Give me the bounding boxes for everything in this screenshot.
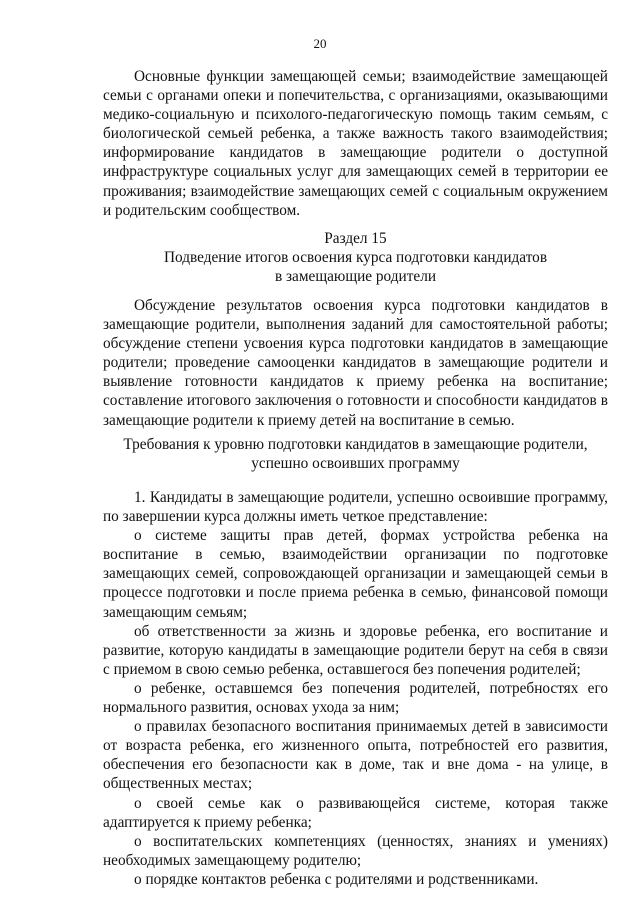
intro-block [103, 67, 608, 220]
list-item: о системе защиты прав детей, формах устройства ребенка на воспитание в семью, взаимодействии организации по подготовке замещающих семей, сопровождающей организации и замещающей семьи в процессе подготовки и после приема ребенка в семью, финансовой помощи замещающим семьям; [103, 527, 608, 621]
section-title-line2: в замещающие родители [274, 268, 437, 286]
section-title-line1: Подведение итогов освоения курса подготовки кандидатов [163, 249, 548, 267]
requirements-title-line1: Требования к уровню подготовки кандидатов в замещающие родители, [123, 436, 588, 453]
intro-paragraph: Основные функции замещающей семьи; взаимодействие замещающей семьи с органами опеки и попечительства, с организациями, оказывающими медико-социальную и психолого-педагогическую помощь таким семьям, с биологической семьей ребенка, а также важность такого взаимодействия; информирование кандидатов в замещающие родители о доступной инфраструктуре социальных услуг для замещающих семей в территории ее проживания; взаимодействие замещающих семей с социальным окружением и родительским сообществом. [103, 68, 608, 219]
list-item: о своей семье как о развивающейся системе, которая также адаптируется к приему ребенка; [103, 794, 608, 831]
requirements-title-line2: успешно освоивших программу [251, 455, 460, 473]
section-heading [103, 229, 608, 286]
page-number: 20 [313, 36, 327, 51]
requirements-lead: 1. Кандидаты в замещающие родители, успешно освоившие программу, по завершении курса должны иметь четкое представление: [103, 489, 608, 526]
list-item: об ответственности за жизнь и здоровье ребенка, его воспитание и развитие, которую кандидаты в замещающие родители берут на себя в связи с приемом в свою семью ребенка, оставшегося без попечения родителей; [103, 622, 608, 678]
section-number: Раздел 15 [324, 230, 387, 247]
list-item: о воспитательских компетенциях (ценностях, знаниях и умениях) необходимых замещающему родителю; [103, 832, 608, 869]
requirements-body [103, 488, 608, 889]
section-paragraph: Обсуждение результатов освоения курса подготовки кандидатов в замещающие родители, выполнения заданий для самостоятельной работы; обсуждение степени усвоения курса подготовки кандидатов в замещающие родители; проведение самооценки кандидатов в замещающие родители и выявление готовности кандидатов к приему ребенка на воспитание; составление итогового заключения о готовности и способности кандидатов в замещающие родители к приему детей на воспитание в семью. [103, 297, 608, 429]
section-body [103, 296, 608, 430]
list-item: о ребенке, оставшемся без попечения родителей, потребностях его нормального развития, основах ухода за ним; [103, 679, 608, 717]
list-item: о порядке контактов ребенка с родителями и родственниками. [134, 870, 539, 888]
requirements-heading [103, 435, 608, 473]
list-item: о правилах безопасного воспитания принимаемых детей в зависимости от возраста ребенка, его жизненного опыта, потребностей его развития, обеспечения его безопасности как в доме, так и вне дома - на улице, в общественных местах; [103, 718, 608, 793]
